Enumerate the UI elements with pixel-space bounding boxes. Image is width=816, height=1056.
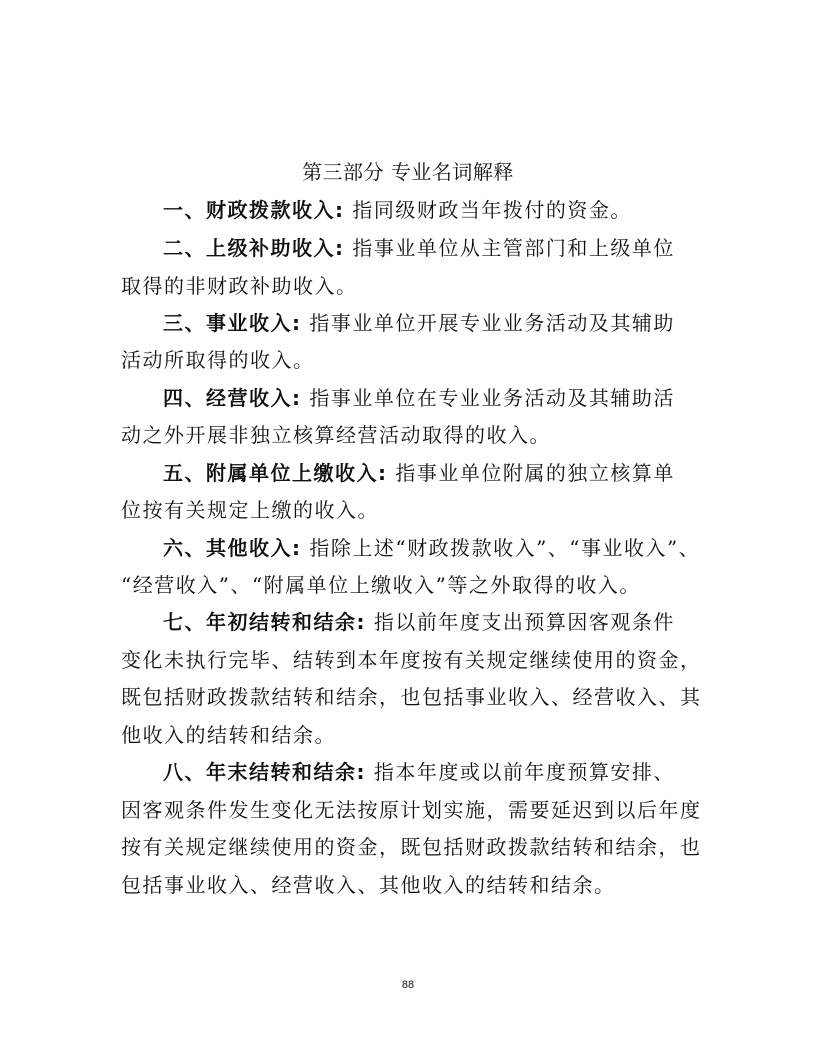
entry-6-text: 指除上述“财政拨款收入”、“事业收入”、 xyxy=(309,536,701,560)
entry-4-text: 指事业单位在专业业务活动及其辅助活 xyxy=(309,386,675,410)
entry-6-term: 六、其他收入: xyxy=(163,536,302,560)
entry-7-line-2: 变化未执行完毕、结转到本年度按有关规定继续使用的资金， xyxy=(121,648,702,672)
entry-3-text: 指事业单位开展专业业务活动及其辅助 xyxy=(309,311,675,335)
entry-7-line-4: 他收入的结转和结余。 xyxy=(121,723,336,747)
entry-5-line-1 xyxy=(163,460,675,486)
entry-1-term: 一、财政拨款收入: xyxy=(163,198,345,222)
entry-4-line-1 xyxy=(163,385,675,411)
entry-6-line-1 xyxy=(163,535,700,561)
entry-2-term: 二、上级补助收入: xyxy=(163,236,345,260)
entry-2-line-1 xyxy=(163,235,675,261)
entry-7-text: 指以前年度支出预算因客观条件 xyxy=(373,610,675,634)
entry-7-line-3: 既包括财政拨款结转和结余，也包括事业收入、经营收入、其 xyxy=(121,685,702,709)
entry-6-line-2: “经营收入”、“附属单位上缴收入”等之外取得的收入。 xyxy=(121,573,641,597)
entry-8-term: 八、年末结转和结余: xyxy=(163,760,366,784)
entry-8-line-4: 包括事业收入、经营收入、其他收入的结转和结余。 xyxy=(121,873,616,897)
entry-7-term: 七、年初结转和结余: xyxy=(163,610,366,634)
entry-2-text: 指事业单位从主管部门和上级单位 xyxy=(352,236,675,260)
entry-4-line-2: 动之外开展非独立核算经营活动取得的收入。 xyxy=(121,423,551,447)
entry-4-term: 四、经营收入: xyxy=(163,386,302,410)
entry-7-line-1 xyxy=(163,609,675,635)
entry-5-text: 指事业单位附属的独立核算单 xyxy=(395,461,675,485)
page-number: 88 xyxy=(401,979,415,991)
entry-3-line-2: 活动所取得的收入。 xyxy=(121,348,315,372)
entry-3-line-1 xyxy=(163,310,675,336)
entry-5-term: 五、附属单位上缴收入: xyxy=(163,461,388,485)
entry-8-text: 指本年度或以前年度预算安排、 xyxy=(373,760,675,784)
entry-8-line-2: 因客观条件发生变化无法按原计划实施，需要延迟到以后年度 xyxy=(121,798,702,822)
entry-8-line-3: 按有关规定继续使用的资金，既包括财政拨款结转和结余，也 xyxy=(121,835,702,859)
entry-2-line-2: 取得的非财政补助收入。 xyxy=(121,274,358,298)
page-title: 第三部分 专业名词解释 xyxy=(302,160,514,184)
entry-1-line-1 xyxy=(163,197,632,223)
entry-1-text: 指同级财政当年拨付的资金。 xyxy=(352,198,632,222)
entry-3-term: 三、事业收入: xyxy=(163,311,302,335)
entry-8-line-1 xyxy=(163,759,675,785)
entry-5-line-2: 位按有关规定上缴的收入。 xyxy=(121,498,379,522)
